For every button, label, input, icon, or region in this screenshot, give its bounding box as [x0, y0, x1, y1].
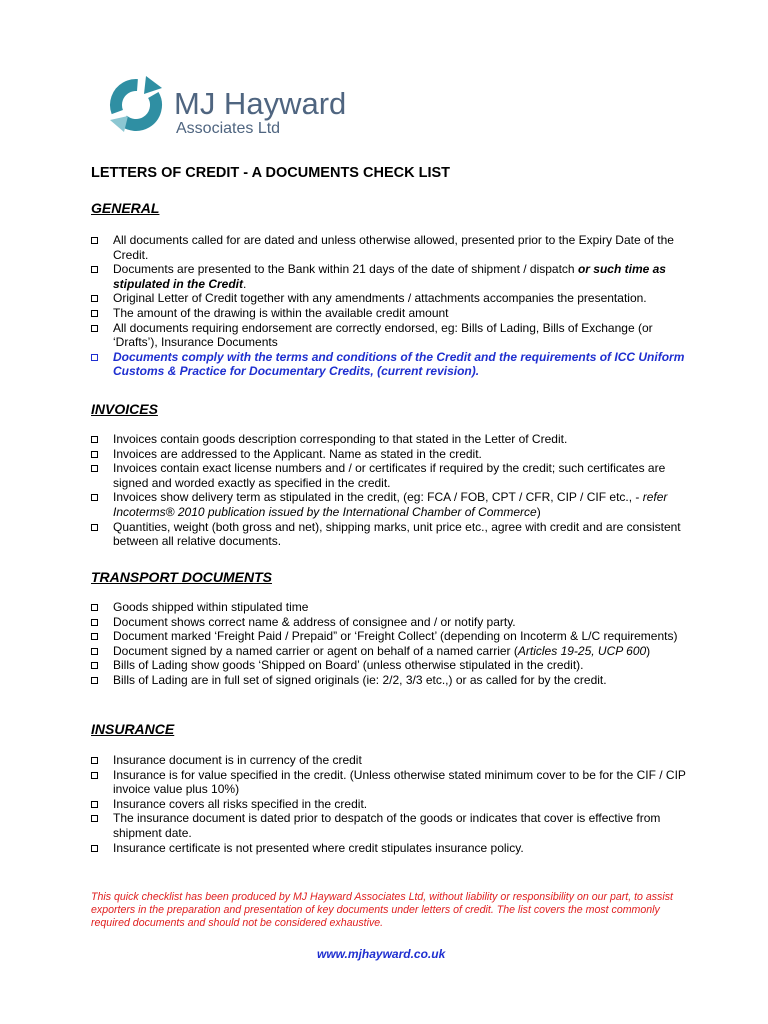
section-heading-general: GENERAL	[91, 200, 160, 216]
company-name: MJ Hayward	[174, 86, 347, 121]
list-item: Invoices are addressed to the Applicant. Name as stated in the credit.	[91, 447, 691, 462]
list-item: Bills of Lading are in full set of signed originals (ie: 2/2, 3/3 etc.,) or as called for by the credit.	[91, 673, 691, 688]
section-heading-insurance: INSURANCE	[91, 721, 175, 737]
list-item: Documents are presented to the Bank within 21 days of the date of shipment / dispatch or such time as stipulated in the Credit.	[91, 262, 691, 291]
invoices-list	[91, 432, 691, 549]
list-item: Goods shipped within stipulated time	[91, 600, 691, 615]
list-item: Insurance covers all risks specified in the credit.	[91, 797, 691, 812]
general-list	[91, 233, 691, 379]
list-item: Document signed by a named carrier or agent on behalf of a named carrier (Articles 19-25, UCP 600)	[91, 644, 691, 659]
list-item: Invoices show delivery term as stipulated in the credit, (eg: FCA / FOB, CPT / CFR, CIP / CIF etc., - refer Incoterms® 2010 publication issued by the International Chamber of Commerce)	[91, 490, 691, 519]
list-item: Invoices contain exact license numbers and / or certificates if required by the credit; such certificates are signed and worded exactly as specified in the credit.	[91, 461, 691, 490]
list-item: Original Letter of Credit together with any amendments / attachments accompanies the presentation.	[91, 291, 691, 306]
list-item: Quantities, weight (both gross and net), shipping marks, unit price etc., agree with credit and are consistent between all relative documents.	[91, 520, 691, 549]
section-heading-invoices: INVOICES	[91, 401, 158, 417]
list-item: Insurance is for value specified in the credit. (Unless otherwise stated minimum cover to be for the CIF / CIP invoice value plus 10%)	[91, 768, 691, 797]
company-logo	[106, 74, 346, 146]
company-subtitle: Associates Ltd	[176, 120, 281, 137]
list-item: Insurance document is in currency of the credit	[91, 753, 691, 768]
recycle-arrows-icon	[106, 74, 166, 136]
list-item: All documents requiring endorsement are correctly endorsed, eg: Bills of Lading, Bills of Exchange (or ‘Drafts’), Insurance Documents	[91, 321, 691, 350]
page-title: LETTERS OF CREDIT - A DOCUMENTS CHECK LIST	[91, 165, 451, 181]
list-item: Document marked ‘Freight Paid / Prepaid” or ‘Freight Collect’ (depending on Incoterm & L/C requirements)	[91, 629, 691, 644]
list-item: Bills of Lading show goods ‘Shipped on Board’ (unless otherwise stipulated in the credit).	[91, 658, 691, 673]
list-item: Invoices contain goods description corresponding to that stated in the Letter of Credit.	[91, 432, 691, 447]
list-item: All documents called for are dated and unless otherwise allowed, presented prior to the Expiry Date of the Credit.	[91, 233, 691, 262]
list-item: Document shows correct name & address of consignee and / or notify party.	[91, 615, 691, 630]
list-item: The amount of the drawing is within the available credit amount	[91, 306, 691, 321]
insurance-list	[91, 753, 691, 855]
list-item: The insurance document is dated prior to despatch of the goods or indicates that cover is effective from shipment date.	[91, 811, 691, 840]
website-link[interactable]: www.mjhayward.co.uk	[317, 947, 446, 961]
transport-list	[91, 600, 691, 688]
list-item-highlight: Documents comply with the terms and conditions of the Credit and the requirements of ICC Uniform Customs & Practice for Documentary Credits, (current revision).	[91, 350, 691, 379]
list-item: Insurance certificate is not presented where credit stipulates insurance policy.	[91, 841, 691, 856]
disclaimer-text: This quick checklist has been produced by MJ Hayward Associates Ltd, without liability or responsibility on our part, to assist exporters in the preparation and presentation of key documents under letters of credit. The list covers the most commonly required documents and should not be considered exhaustive.	[91, 891, 673, 929]
section-heading-transport: TRANSPORT DOCUMENTS	[91, 569, 272, 585]
